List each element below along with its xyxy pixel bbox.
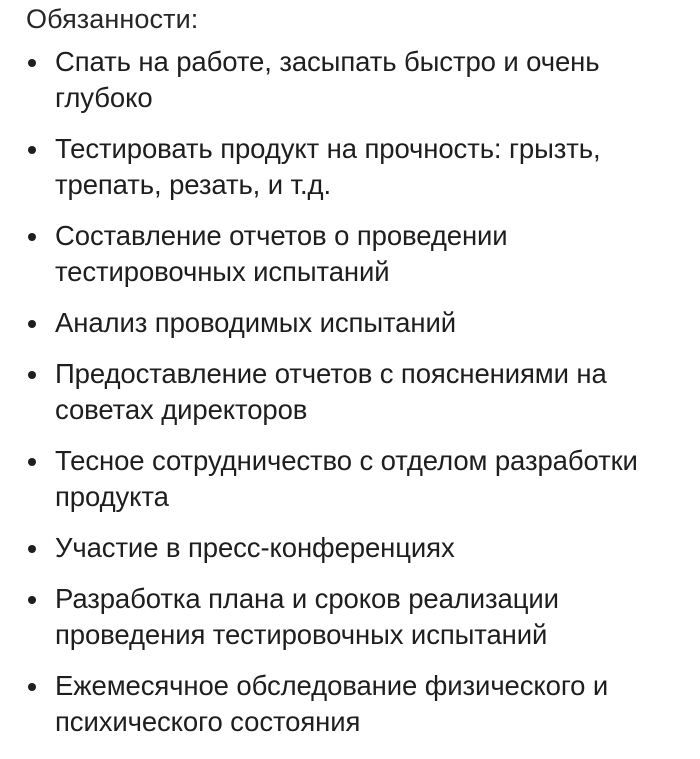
duties-list — [0, 44, 700, 755]
bullet-icon — [28, 320, 36, 328]
list-item-text: Предоставление отчетов с пояснениями на советах директоров — [55, 358, 607, 425]
bullet-icon — [28, 59, 36, 67]
bullet-icon — [28, 233, 36, 241]
section-heading: Обязанности: — [26, 4, 199, 34]
list-item — [0, 443, 700, 515]
list-item-text: Составление отчетов о проведении тестировочных испытаний — [55, 220, 508, 287]
list-item — [0, 581, 700, 653]
list-item-text: Ежемесячное обследование физического и психического состояния — [55, 670, 609, 737]
list-item-text: Тесное сотрудничество с отделом разработки продукта — [55, 445, 638, 512]
list-item — [0, 356, 700, 428]
list-item-text: Участие в пресс-конференциях — [55, 532, 455, 563]
list-item-text: Тестировать продукт на прочность: грызть, трепать, резать, и т.д. — [55, 133, 601, 200]
list-item — [0, 530, 700, 566]
list-item-text: Анализ проводимых испытаний — [55, 307, 456, 338]
bullet-icon — [28, 683, 36, 691]
list-item-text: Спать на работе, засыпать быстро и очень глубоко — [55, 46, 600, 113]
list-item — [0, 44, 700, 116]
bullet-icon — [28, 371, 36, 379]
list-item — [0, 305, 700, 341]
bullet-icon — [28, 146, 36, 154]
list-item — [0, 218, 700, 290]
bullet-icon — [28, 596, 36, 604]
bullet-icon — [28, 458, 36, 466]
list-item — [0, 131, 700, 203]
list-item — [0, 668, 700, 740]
bullet-icon — [28, 545, 36, 553]
list-item-text: Разработка плана и сроков реализации проведения тестировочных испытаний — [55, 583, 559, 650]
